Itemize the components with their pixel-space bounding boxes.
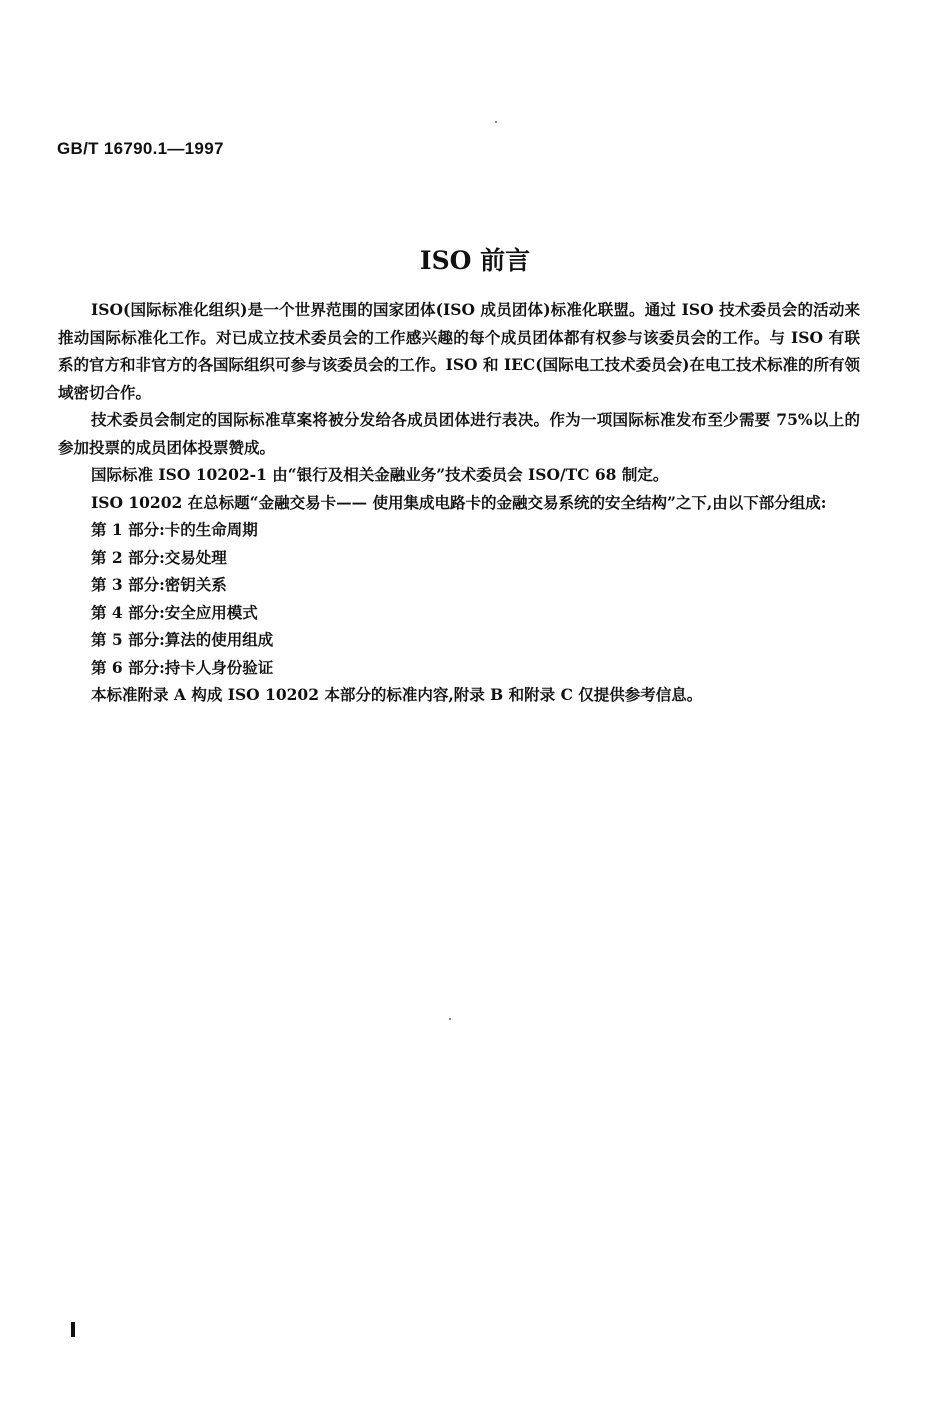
parts-list	[58, 516, 860, 681]
annex-note: 本标准附录 A 构成 ISO 10202 本部分的标准内容,附录 B 和附录 C 仅提供参考信息。	[91, 685, 703, 704]
list-item: 第 3 部分:密钥关系	[91, 575, 227, 594]
paragraph-parts-intro: ISO 10202 在总标题“金融交易卡—— 使用集成电路卡的金融交易系统的安全结构”之下,由以下部分组成:	[91, 492, 827, 512]
paragraph-voting: 技术委员会制定的国际标准草案将被分发给各成员团体进行表决。作为一项国际标准发布至少需要 75%以上的参加投票的成员团体投票赞成。	[58, 410, 860, 457]
list-item: 第 5 部分:算法的使用组成	[91, 630, 274, 649]
list-item: 第 6 部分:持卡人身份验证	[91, 657, 274, 677]
scan-speck	[449, 1018, 451, 1020]
list-item: 第 2 部分:交易处理	[91, 547, 227, 567]
scan-speck	[495, 121, 497, 123]
list-item: 第 4 部分:安全应用模式	[91, 602, 258, 622]
page-number	[71, 1322, 75, 1337]
document-body	[58, 296, 860, 709]
page-title: ISO 前言	[419, 246, 531, 275]
standard-number: GB/T 16790.1—1997	[57, 139, 224, 158]
paragraph-tc68: 国际标准 ISO 10202-1 由“银行及相关金融业务”技术委员会 ISO/TC 68 制定。	[91, 465, 669, 484]
list-item: 第 1 部分:卡的生命周期	[91, 520, 258, 539]
paragraph-iso-intro: ISO(国际标准化组织)是一个世界范围的国家团体(ISO 成员团体)标准化联盟。通过 ISO 技术委员会的活动来推动国际标准化工作。对已成立技术委员会的工作感兴趣的每个成员团体都有权参与该委员会的工作。与 ISO 有联系的官方和非官方的各国际组织可参与该委员会的工作。ISO 和 IEC(国际电工技术委员会)在电工技术标准的所有领域密切合作。	[58, 300, 860, 402]
